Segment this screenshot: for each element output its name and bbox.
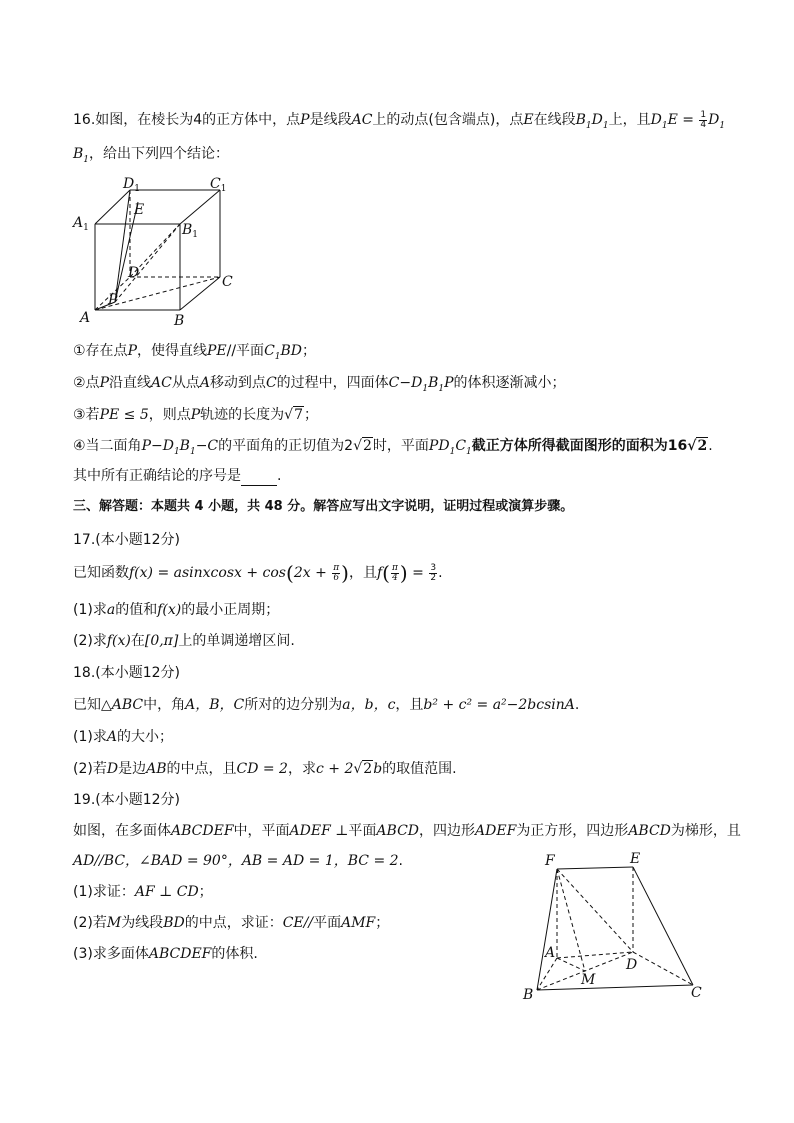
numerator: 1: [700, 109, 707, 120]
var: ADEF: [475, 823, 517, 839]
radicand: 7: [294, 407, 304, 423]
text: ；: [302, 343, 317, 359]
fraction: [391, 564, 399, 583]
q16-statement-2: [73, 373, 566, 399]
label-A: A: [80, 310, 91, 326]
text: 已知: [73, 697, 101, 713]
var: AC: [150, 375, 172, 391]
text: 上的动点(包含端点)，点: [372, 112, 524, 128]
denominator: 2: [430, 572, 437, 583]
math: f: [376, 565, 383, 581]
label-D: D: [626, 957, 638, 973]
math: f(x) = asinxcosx + cos: [129, 565, 286, 581]
q18-head: 18.(本小题12分): [73, 665, 181, 681]
label-B: B: [523, 987, 534, 1003]
text: ③若: [73, 407, 100, 423]
text: (1)求: [73, 729, 107, 745]
var: P: [127, 343, 137, 359]
q19-part-2: [73, 913, 389, 933]
math: 2x +: [293, 565, 332, 581]
math: =: [407, 565, 429, 581]
text: .: [708, 438, 713, 454]
text: 为梯形，且: [670, 823, 741, 839]
label-D1: $D_1$: [123, 176, 140, 194]
q19-line-2: [73, 851, 403, 871]
text: 上的单调递增区间.: [178, 633, 295, 649]
paren: (: [382, 561, 390, 585]
var: $C-D_1B_1P$: [388, 375, 454, 394]
paren: (: [286, 561, 294, 585]
text: 16.如图，在棱长为4的正方体中，点: [73, 112, 301, 128]
text: (1)求证：: [73, 884, 135, 900]
text: ②点: [73, 375, 100, 391]
radicand: 2: [363, 761, 373, 777]
math: ADEF ⊥: [289, 823, 349, 839]
text: ；: [375, 915, 390, 931]
label-A1: $A_1$: [73, 215, 89, 233]
text: ，使得直线: [136, 343, 207, 359]
q16-question: [73, 466, 281, 486]
math: PE ≤ 5: [99, 407, 149, 423]
text: 在线段: [533, 112, 576, 128]
q17-part-1: [73, 600, 279, 620]
text: 的体积.: [211, 946, 258, 962]
label-P: P: [108, 292, 118, 308]
math: a，b，c: [342, 697, 396, 713]
var: $P-D_1B_1-C$: [141, 438, 219, 457]
text: 为正方形，四边形: [516, 823, 629, 839]
label-A: A: [545, 945, 556, 961]
math: [0,π]: [144, 633, 179, 649]
text: ，且: [348, 565, 377, 581]
cube-figure: [70, 172, 250, 332]
sqrt: √2: [353, 761, 373, 777]
label-D: D: [128, 265, 140, 281]
fraction: [429, 564, 437, 583]
polyhedron-figure: [515, 845, 715, 1005]
text: 的最小正周期；: [181, 602, 280, 618]
denominator: 4: [700, 119, 707, 130]
var: M: [106, 915, 122, 931]
q16-statement-3: [73, 405, 318, 425]
math: b² + c² = a²−2bcsinA: [423, 697, 575, 713]
sqrt: √2: [353, 438, 372, 454]
var: A: [199, 375, 210, 391]
text: 的取值范围.: [382, 761, 457, 777]
text: (1)求: [73, 602, 107, 618]
text: 的中点，且: [166, 761, 237, 777]
text: 已知函数: [73, 565, 129, 581]
text: 沿直线: [108, 375, 151, 391]
var: AC: [351, 112, 373, 128]
text: 的值和: [115, 602, 158, 618]
paren: ): [341, 561, 349, 585]
label-F: F: [545, 853, 555, 869]
math: △ABC: [101, 697, 144, 713]
sqrt: √7: [284, 407, 304, 423]
text: .: [438, 565, 443, 581]
var: ABCD: [376, 823, 420, 839]
q17-part-2: [73, 631, 295, 651]
text: 上，且: [608, 112, 651, 128]
text: 时，平面: [372, 438, 429, 454]
text: (2)求: [73, 633, 107, 649]
var: A: [106, 729, 117, 745]
text: ，四边形: [419, 823, 476, 839]
sqrt: √2: [687, 438, 708, 454]
var: ABCDEF: [148, 946, 212, 962]
var: $PD_1C_1$: [428, 438, 472, 457]
math: A，B，C: [185, 697, 245, 713]
paren: ): [399, 561, 408, 585]
numerator: 3: [430, 562, 437, 573]
section-3-heading: 三、解答题：本题共 4 小题，共 48 分。解答应写出文字说明，证明过程或演算步骤。: [73, 499, 574, 514]
text: ，则点: [148, 407, 191, 423]
text: .: [277, 468, 282, 484]
label-E: E: [134, 202, 145, 218]
var: AB: [146, 761, 167, 777]
text: 的大小；: [116, 729, 173, 745]
radicand: 2: [697, 438, 708, 454]
text: 为线段: [121, 915, 164, 931]
var: $B_1D_1$: [575, 112, 609, 131]
text: 中，平面: [233, 823, 290, 839]
math: AD//BC，∠BAD = 90°，AB = AD = 1，BC = 2: [73, 853, 399, 869]
text: 截正方体所得截面图形的面积为16: [471, 438, 688, 454]
text: (2)若: [73, 915, 107, 931]
q17-line-1: [73, 563, 443, 583]
q16-line-2: [73, 144, 229, 170]
var: AMF: [341, 915, 376, 931]
text: (2)若: [73, 761, 107, 777]
math: CD = 2: [236, 761, 288, 777]
text: 从点: [171, 375, 200, 391]
text: 平面: [313, 915, 342, 931]
q19-part-3: [73, 944, 258, 964]
label-C: C: [691, 985, 702, 1001]
var: E: [523, 112, 534, 128]
radicand: 2: [363, 438, 372, 454]
fraction: [332, 564, 340, 583]
math: c + 2: [315, 761, 354, 777]
var: b: [373, 761, 383, 777]
text: .: [398, 853, 403, 869]
label-C: C: [222, 274, 233, 290]
var: ABCD: [628, 823, 671, 839]
text: 的平面角的正切值为2: [218, 438, 354, 454]
text: 轨迹的长度为: [200, 407, 285, 423]
text: (3)求多面体: [73, 946, 149, 962]
q19-part-1: [73, 882, 213, 902]
q19-line-1: [73, 821, 741, 841]
text: 在: [130, 633, 145, 649]
text: ，且: [395, 697, 424, 713]
q18-part-1: [73, 727, 173, 747]
text: 如图，在多面体: [73, 823, 171, 839]
math: f(x): [106, 633, 131, 649]
answer-blank: [241, 471, 277, 486]
math: AF ⊥ CD: [134, 884, 199, 900]
var: $D_1E$ =: [650, 112, 699, 131]
text: //平面: [226, 343, 265, 359]
label-B: B: [174, 313, 185, 329]
text: 中，角: [143, 697, 186, 713]
denominator: 4: [392, 572, 398, 583]
q18-part-2: [73, 759, 457, 779]
fraction: [699, 111, 707, 130]
var: D: [106, 761, 119, 777]
text: ，求: [287, 761, 316, 777]
denominator: 6: [333, 572, 340, 583]
q16-statement-1: [73, 341, 316, 367]
q19-head: 19.(本小题12分): [73, 792, 181, 808]
text: ，给出下列四个结论：: [89, 146, 230, 162]
text: 平面: [348, 823, 377, 839]
text: ①存在点: [73, 343, 128, 359]
text: 移动到点: [209, 375, 266, 391]
q18-line-1: [73, 695, 579, 715]
var: PE: [206, 343, 227, 359]
label-M: M: [581, 972, 596, 988]
var: C: [265, 375, 277, 391]
text: 的过程中，四面体: [276, 375, 389, 391]
text: 是边: [118, 761, 147, 777]
var: ABCDEF: [171, 823, 234, 839]
var: P: [300, 112, 310, 128]
label-B1: $B_1$: [182, 222, 199, 240]
text: 的体积逐渐减小；: [453, 375, 566, 391]
q16-line-1: [73, 110, 725, 136]
text: 的中点，求证：: [184, 915, 283, 931]
var: $C_1BD$: [264, 343, 303, 362]
text: ④当二面角: [73, 438, 142, 454]
var: $B_1$: [73, 146, 90, 165]
var: a: [106, 602, 116, 618]
var: P: [99, 375, 109, 391]
text: 所对的边分别为: [244, 697, 343, 713]
var: P: [190, 407, 201, 423]
numerator: π: [391, 562, 398, 573]
text: .: [574, 697, 580, 713]
var: $D_1$: [708, 112, 726, 131]
text: ；: [304, 407, 319, 423]
q17-head: 17.(本小题12分): [73, 532, 181, 548]
text: 是线段: [309, 112, 352, 128]
label-C1: $C_1$: [210, 176, 227, 194]
var: BD: [163, 915, 185, 931]
q16-statement-4: [73, 436, 713, 462]
numerator: π: [333, 562, 340, 573]
text: ；: [198, 884, 213, 900]
label-E: E: [630, 851, 641, 867]
text: 其中所有正确结论的序号是: [73, 468, 241, 484]
math: CE//: [282, 915, 314, 931]
math: f(x): [157, 602, 182, 618]
